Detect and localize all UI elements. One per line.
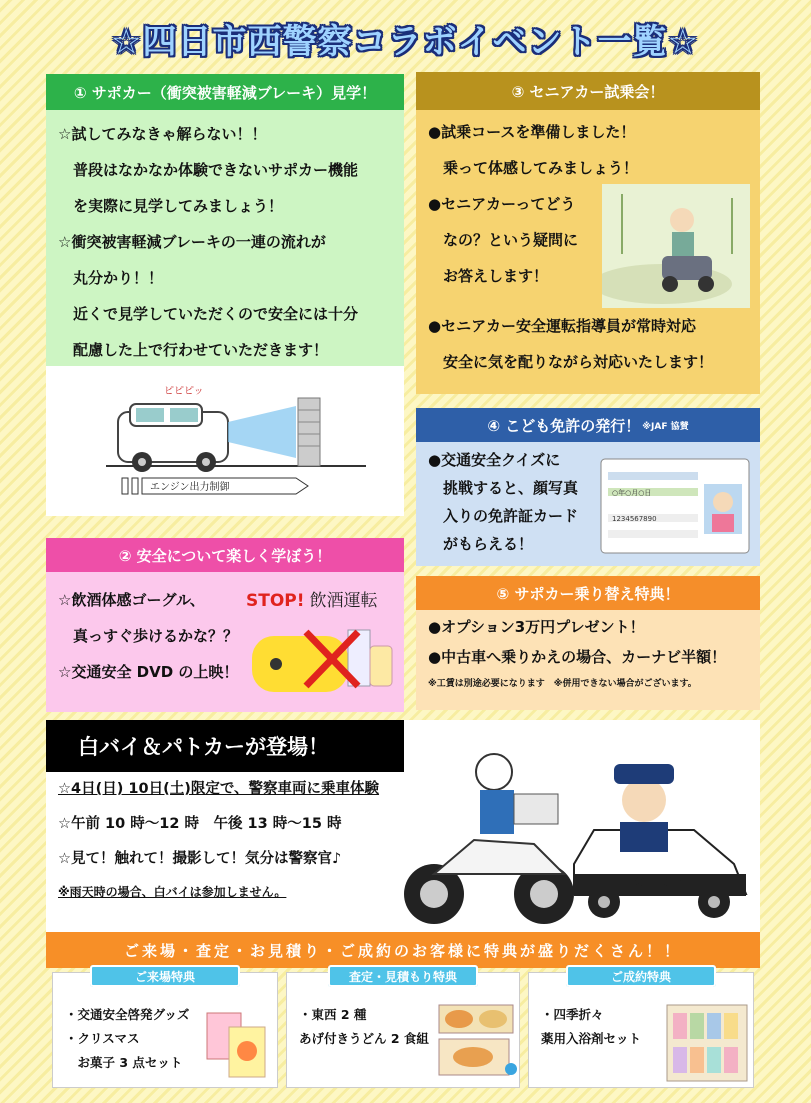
stop-text: 飲酒運転: [309, 591, 378, 611]
section-5-body: [416, 610, 760, 710]
section-4-title: ④ こども免許の発行！: [487, 416, 641, 435]
text-line: ☆4日(日) 10日(土)限定で、警察車両に乗車体験: [58, 781, 380, 797]
license-card-icon: [600, 458, 750, 554]
udon-icon: [437, 1003, 517, 1083]
card-date: ○年○月○日: [612, 489, 652, 497]
text-line: ☆午前 10 時～12 時 午後 13 時～15 時: [58, 816, 342, 832]
section-1-header: ① サポカー（衝突被害軽減ブレーキ）見学！: [46, 74, 404, 110]
benefit-ribbon: ご来場特典: [90, 965, 240, 987]
text-line: 安全に気を配りながら対応いたします！: [428, 353, 714, 371]
text-line: 普段はなかなか体験できないサポカー機能: [58, 161, 359, 179]
benefit-line: ・交通安全啓発グッズ: [65, 1007, 190, 1022]
text-line: ●試乗コースを準備しました！: [428, 123, 636, 141]
section-5-note: ※工賃は別途必要になります ※併用できない場合がございます。: [428, 679, 697, 689]
text-line: ☆飲酒体感ゴーグル、: [58, 591, 205, 609]
bath-salt-set-icon: [665, 1003, 749, 1083]
text-line: 入りの免許証カード: [428, 507, 579, 525]
benefit-box-contract: [528, 969, 754, 1088]
section-1-body: [46, 110, 404, 366]
benefit-ribbon: ご成約特典: [566, 965, 716, 987]
text-line: ●セニアカーってどう: [428, 195, 576, 213]
benefits-header: ご来場・査定・お見積り・ご成約のお客様に特典が盛りだくさん！！: [46, 932, 760, 968]
benefit-ribbon: 査定・見積もり特典: [328, 965, 478, 987]
stop-label: STOP!: [246, 591, 305, 611]
section-3-header: ③ セニアカー試乗会！: [416, 72, 760, 110]
police-car-label: POLICE: [624, 875, 685, 889]
sweets-icon: [203, 1007, 271, 1081]
beep-label: ピピピッ: [164, 386, 204, 397]
section-2-header: ② 安全について楽しく学ぼう！: [46, 538, 404, 572]
text-line: 近くで見学していただくので安全には十分: [58, 305, 359, 323]
police-body: [46, 772, 379, 907]
benefit-line: ・四季折々: [541, 1007, 604, 1022]
section-4-header: [416, 408, 760, 442]
text-line: ●オプション3万円プレゼント！: [428, 618, 645, 636]
stop-drunk-driving: [246, 586, 396, 611]
text-line: 乗って体感してみましょう！: [428, 159, 639, 177]
page-title: ☆四日市西警察コラボイベント一覧☆: [111, 22, 699, 62]
benefit-text: [65, 1003, 189, 1075]
police-note: ※雨天時の場合、白バイは参加しません。: [58, 885, 287, 899]
section-3-body: [416, 110, 760, 394]
text-line: ☆見て！触れて！撮影して！気分は警察官♪: [58, 851, 342, 867]
text-line: 真っすぐ歩けるかな？？: [58, 627, 239, 645]
text-line: 配慮した上で行わせていただきます！: [58, 341, 329, 359]
benefit-line: ・東西 2 種: [299, 1007, 367, 1022]
text-line: を実際に見学してみましょう！: [58, 197, 284, 215]
text-line: ●中古車へ乗りかえの場合、カーナビ半額！: [428, 648, 727, 666]
section-4-body: [416, 442, 760, 566]
text-line: ●セニアカー安全運転指導員が常時対応: [428, 317, 696, 335]
benefit-line: 薬用入浴剤セット: [541, 1031, 642, 1046]
section-2-body: [46, 572, 404, 712]
benefit-box-visit: [52, 969, 278, 1088]
text-line: ☆交通安全 DVD の上映！: [58, 663, 239, 681]
text-line: がもらえる！: [428, 535, 534, 553]
text-line: なの？という疑問に: [428, 231, 579, 249]
benefit-box-estimate: [286, 969, 520, 1088]
car-wall-icon: [46, 366, 404, 516]
benefit-text: [541, 1003, 641, 1051]
engine-label: エンジン出力制御: [150, 482, 230, 493]
section-4-note: ※JAF 協賛: [642, 421, 689, 432]
text-line: ☆衝突被害軽減ブレーキの一連の流れが: [58, 233, 326, 251]
text-line: ☆試してみなきゃ解らない！！: [58, 125, 267, 143]
drunk-driving-icon: [246, 616, 396, 698]
brake-illustration: [46, 366, 404, 516]
text-line: 挑戦すると、顔写真: [428, 479, 579, 497]
benefit-text: [299, 1003, 429, 1051]
benefit-line: ・クリスマス: [65, 1031, 140, 1046]
benefit-line: お菓子 3 点セット: [65, 1055, 183, 1070]
section-5-header: ⑤ サポカー乗り替え特典！: [416, 576, 760, 610]
benefit-line: あげ付きうどん 2 食組: [299, 1031, 429, 1046]
senior-car-icon: [602, 184, 750, 308]
text-line: ●交通安全クイズに: [428, 451, 561, 469]
text-line: 丸分かり！！: [58, 269, 164, 287]
police-header: 白バイ＆パトカーが登場！: [46, 720, 404, 772]
text-line: お答えします！: [428, 267, 549, 285]
card-number: 1234567890: [612, 515, 657, 523]
police-vehicles-icon: [394, 744, 754, 930]
